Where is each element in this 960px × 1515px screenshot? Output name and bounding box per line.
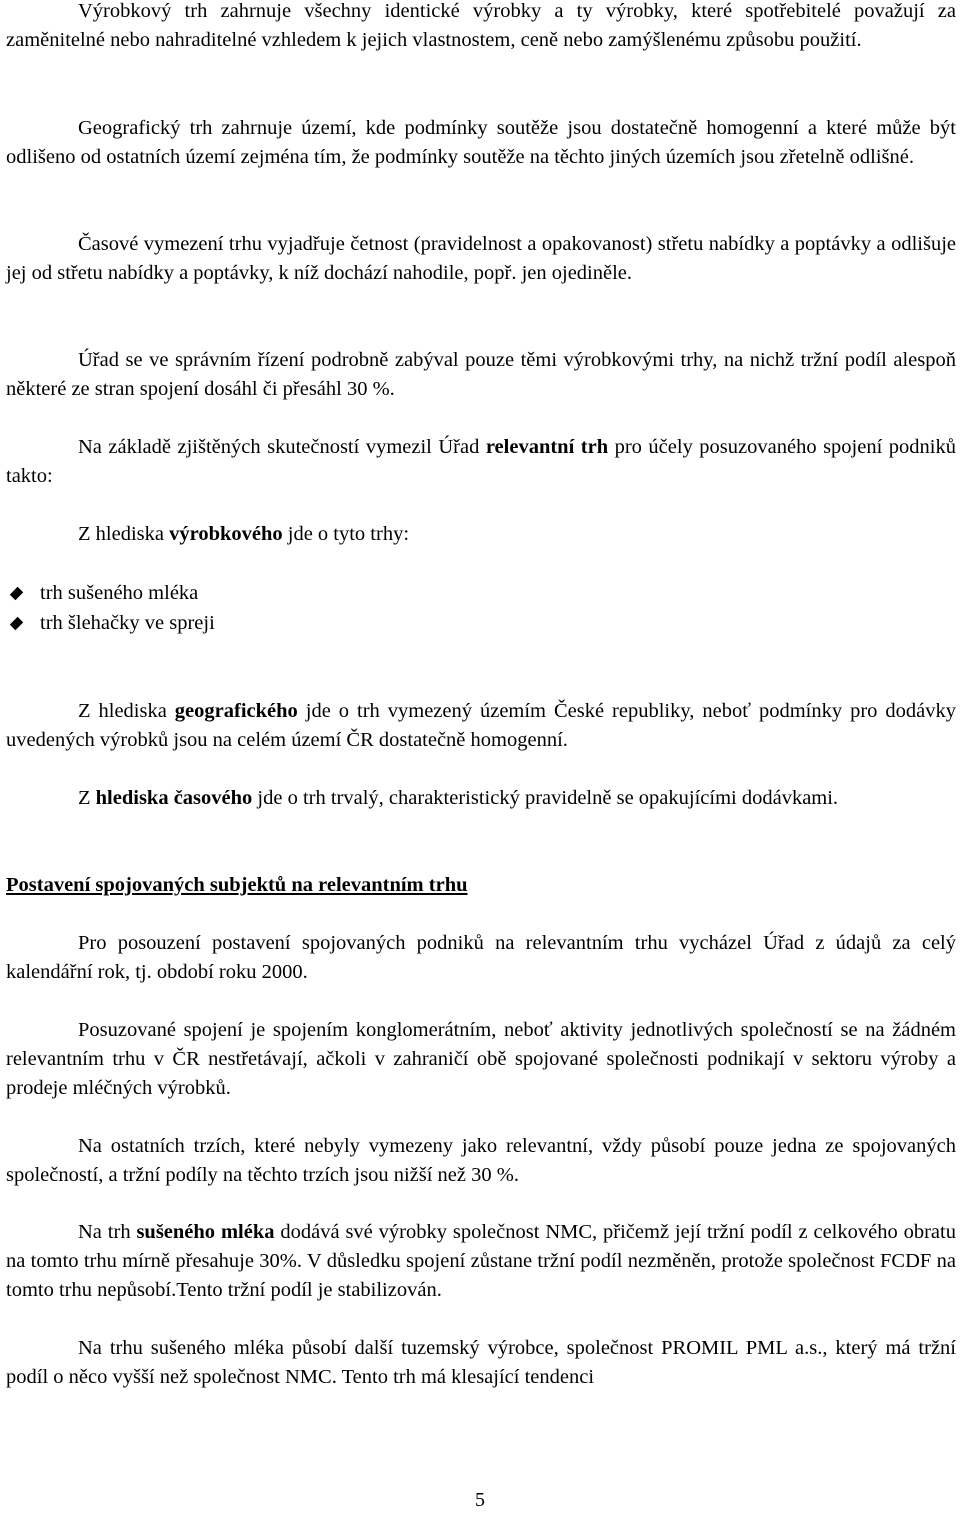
paragraph-time-market: Časové vymezení trhu vyjadřuje četnost (pravidelnost a opakovanost) střetu nabídky a poptávky a odlišuje jej od střetu nabídky a poptávky, k níž dochází nahodile, popř. jen ojediněle.	[6, 233, 956, 284]
text-run: pro účely posuzovaného spojení podniků takto:	[6, 436, 956, 487]
text-run: Z	[78, 787, 96, 809]
paragraph-dried-milk-market	[6, 1218, 956, 1305]
text-run: Na základě zjištěných skutečností vymezil Úřad	[78, 436, 486, 458]
list-item-text: trh sušeného mléka	[40, 582, 199, 604]
text-run: Z hlediska	[78, 700, 175, 722]
bold-term-dried-milk: sušeného mléka	[136, 1221, 275, 1243]
bold-term-geographic: geografického	[174, 700, 298, 722]
paragraph-other-markets: Na ostatních trzích, které nebyly vymezeny jako relevantní, vždy působí pouze jedna ze spojovaných společností, a tržní podíly na těchto trzích jsou nižší než 30 %.	[6, 1135, 956, 1186]
text-run: jde o tyto trhy:	[282, 523, 410, 545]
bold-term-relevant-market: relevantní trh	[485, 436, 609, 458]
paragraph-conglomerate: Posuzované spojení je spojením konglomerátním, neboť aktivity jednotlivých společností se na žádném relevantním trhu v ČR nestřetávají, ačkoli v zahraničí obě spojované společnosti podnikají v sektoru výroby a prodeje mléčných výrobků.	[6, 1019, 956, 1099]
bold-term-product: výrobkového	[169, 523, 283, 545]
text-run: jde o trh vymezený územím České republiky, neboť podmínky pro dodávky uvedených výrobků jsou na celém území ČR dostatečně homogenní.	[6, 700, 956, 751]
paragraph-competitor: Na trhu sušeného mléka působí další tuzemský výrobce, společnost PROMIL PML a.s., který má tržní podíl o něco vyšší než společnost NMC. Tento trh má klesající tendenci	[6, 1337, 956, 1388]
paragraph-geographic-view	[6, 697, 956, 755]
paragraph-product-market: Výrobkový trh zahrnuje všechny identické výrobky a ty výrobky, které spotřebitelé považují za zaměnitelné nebo nahraditelné vzhledem k jejich vlastnostem, ceně nebo zamýšlenému způsobu použití.	[6, 0, 956, 51]
bold-term-time: hlediska časového	[95, 787, 253, 809]
list-item	[6, 579, 198, 608]
page-number: 5	[475, 1489, 485, 1511]
list-item	[6, 609, 215, 638]
list-item-text: trh šlehačky ve spreji	[40, 612, 215, 634]
section-heading: Postavení spojovaných subjektů na relevantním trhu	[6, 874, 468, 896]
paragraph-time-view	[6, 784, 956, 813]
diamond-bullet-icon	[10, 617, 23, 630]
paragraph-geographic-market: Geografický trh zahrnuje území, kde podmínky soutěže jsou dostatečně homogenní a které může být odlišeno od ostatních území zejména tím, že podmínky soutěže na těchto jiných územích jsou zřetelně odlišné.	[6, 117, 956, 168]
paragraph-product-view	[6, 520, 956, 549]
text-run: Na trh	[78, 1221, 137, 1243]
text-run: dodává své výrobky společnost NMC, přičemž její tržní podíl z celkového obratu na tomto trhu mírně přesahuje 30%. V důsledku spojení zůstane tržní podíl nezměněn, protože společnost FCDF na tomto trhu nepůsobí.Tento tržní podíl je stabilizován.	[6, 1221, 956, 1301]
paragraph-office-scope: Úřad se ve správním řízení podrobně zabýval pouze těmi výrobkovými trhy, na nichž tržní podíl alespoň některé ze stran spojení dosáhl či přesáhl 30 %.	[6, 349, 956, 400]
text-run: jde o trh trvalý, charakteristický pravidelně se opakujícími dodávkami.	[252, 787, 839, 809]
diamond-bullet-icon	[10, 587, 23, 600]
text-run: Z hlediska	[78, 523, 170, 545]
paragraph-relevant-market-intro	[6, 433, 956, 491]
paragraph-assessment-period: Pro posouzení postavení spojovaných podniků na relevantním trhu vycházel Úřad z údajů za celý kalendářní rok, tj. období roku 2000.	[6, 932, 956, 983]
